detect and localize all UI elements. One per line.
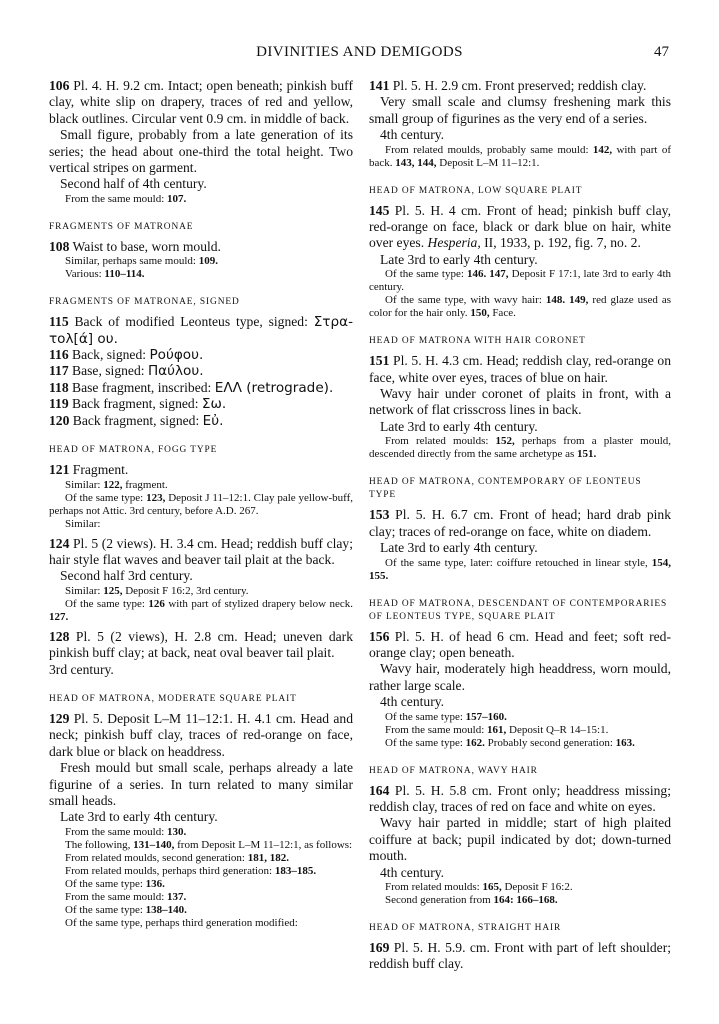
- entry-141: 141 Pl. 5. H. 2.9 cm. Front preserved; reddish clay. Very small scale and clumsy freshening mark this small group of figurines as the very end of a series. 4th century. From related moulds, probably same mould: 142, with part of back. 143, 144, Deposit L–M 11–12:1.: [369, 78, 671, 169]
- entry-note: Similar: 122, fragment.: [65, 478, 168, 491]
- page-number: 47: [654, 44, 669, 60]
- entry-note: Of the same type: 157–160.: [385, 710, 507, 723]
- running-head: DIVINITIES AND DEMIGODS: [256, 44, 463, 60]
- entry-note: From related moulds, second generation: 181, 182.: [65, 851, 289, 864]
- entry-paragraph: Small figure, probably from a late generation of its series; the head about one-third the total height. Two vertical stripes on garment.: [49, 127, 353, 176]
- entry-note: From the same mould: 130.: [65, 825, 187, 838]
- entry-note: From related moulds, probably same mould: 142, with part of back. 143, 144, Deposit L–M 11–12:1.: [369, 143, 671, 169]
- entry-164: 164 Pl. 5. H. 5.8 cm. Front only; headdress missing; reddish clay, traces of red on face and white on eyes. Wavy hair parted in middle; start of high plaited coiffure at back; pupil indicated by dot; down-turned mouth. 4th century. From related moulds: 165, Deposit F 16:2. Second generation from 164: 166–168.: [369, 782, 671, 906]
- left-column: [49, 78, 353, 930]
- section-heading: HEAD OF MATRONA, MODERATE SQUARE PLAIT: [49, 693, 297, 704]
- section-heading: HEAD OF MATRONA, CONTEMPORARY OF LEONTEUS TYPE: [369, 477, 642, 501]
- entry-169: 169 Pl. 5. H. 5.9. cm. Front with part of left shoulder; reddish buff clay.: [369, 939, 671, 972]
- section-heading: FRAGMENTS OF MATRONAE: [49, 221, 194, 232]
- entry-note: Of the same type: 126 with part of stylized drapery below neck. 127.: [49, 597, 353, 623]
- entry-145: 145 Pl. 5. H. 4 cm. Front of head; pinkish buff clay, red-orange on face, black or dark blue on hair, white over eyes. Hesperia, II, 1933, p. 192, fig. 7, no. 2. Late 3rd to early 4th century. Of the same type: 146. 147, Deposit F 17:1, late 3rd to early 4th century. Of the same type, with wavy hair: 148. 149, red glaze used as color for the hair only. 150, Face.: [369, 202, 672, 320]
- list-item: 115 Back of modified Leonteus type, signed: Στρα-τολ[ά] ου.: [49, 314, 353, 347]
- entry-note: From the same mould: 137.: [65, 890, 187, 903]
- section-heading: HEAD OF MATRONA, WAVY HAIR: [369, 765, 538, 776]
- entry-note: Of the same type: 138–140.: [65, 903, 187, 916]
- entry-129: 129 Pl. 5. Deposit L–M 11–12:1. H. 4.1 cm. Head and neck; pinkish buff clay, traces of red-orange on face, dark blue or black on headdress. Fresh mould but small scale, perhaps already a late figurine of a series. In turn related to many similar small heads. Late 3rd to early 4th century. From the same mould: 130. The following, 131–140, from Deposit L–M 11–12:1, as follows: From related moulds, second generation: 181, 182. From related moulds, perhaps third generation: 183–185. Of the same type: 136. From the same mould: 137. Of the same type: 138–140. Of the same type, perhaps third generation modified:: [49, 710, 353, 929]
- entry-number: 106: [49, 78, 70, 93]
- section-heading: HEAD OF MATRONA WITH HAIR CORONET: [369, 336, 586, 347]
- signed-fragments-list: [49, 314, 353, 429]
- right-column: [369, 78, 671, 973]
- section-heading: HEAD OF MATRONA, STRAIGHT HAIR: [369, 922, 562, 933]
- entry-note: Of the same type: 146. 147, Deposit F 17:1, late 3rd to early 4th century.: [369, 268, 671, 294]
- entry-note: Second generation from 164: 166–168.: [385, 893, 558, 906]
- entry-note: Similar:: [65, 517, 101, 530]
- entry-note: From related moulds: 152, perhaps from a plaster mould, descended directly from the same archetype as 151.: [369, 435, 671, 461]
- entry-124: 124 Pl. 5 (2 views). H. 3.4 cm. Head; reddish buff clay; hair style flat waves and beaver tail plait at the back. Second half 3rd century. Similar: 125, Deposit F 16:2, 3rd century. Of the same type: 126 with part of stylized drapery below neck. 127.: [49, 535, 353, 623]
- section-heading: FRAGMENTS OF MATRONAE, SIGNED: [49, 297, 240, 308]
- entry-note: From the same mould: 161, Deposit Q–R 14–15:1.: [385, 723, 609, 736]
- entry-151: 151 Pl. 5. H. 4.3 cm. Head; reddish clay, red-orange on face, white over eyes, traces of blue on hair. Wavy hair under coronet of plaits in front, with a network of flat crisscross lines in back. Late 3rd to early 4th century. From related moulds: 152, perhaps from a plaster mould, descended directly from the same archetype as 151.: [369, 353, 671, 461]
- entry-description: Pl. 4. H. 9.2 cm. Intact; open beneath; pinkish buff clay, white slip on drapery, traces of red and yellow, black outlines. Circular vent 0.9 cm. in middle of back.: [49, 78, 353, 126]
- entry-note: From related moulds: 165, Deposit F 16:2.: [385, 880, 573, 893]
- entry-note: Similar, perhaps same mould: 109.: [65, 255, 218, 268]
- section-heading: HEAD OF MATRONA, DESCENDANT OF CONTEMPORARIES OF LEONTEUS TYPE, SQUARE PLAIT: [369, 598, 668, 622]
- entry-note: Of the same type: 123, Deposit J 11–12:1. Clay pale yellow-buff, perhaps not Attic. 3rd century, before A.D. 267.: [49, 491, 353, 517]
- entry-note: Of the same type, perhaps third generation modified:: [65, 916, 298, 929]
- entry-note: Of the same type, later: coiffure retouched in linear style, 154, 155.: [369, 556, 671, 582]
- entry-106: [49, 78, 353, 206]
- entry-153: 153 Pl. 5. H. 6.7 cm. Front of head; hard drab pink clay; traces of red-orange on face, white on diadem. Late 3rd to early 4th century. Of the same type, later: coiffure retouched in linear style, 154, 155.: [369, 507, 671, 582]
- entry-note: Of the same type: 136.: [65, 877, 165, 890]
- list-item: 117 Base, signed: Παύλου.: [49, 363, 204, 380]
- entry-note: Of the same type, with wavy hair: 148. 149, red glaze used as color for the hair only. 150, Face.: [369, 294, 672, 320]
- list-item: 120 Back fragment, signed: Εὐ.: [49, 412, 224, 429]
- entry-128: 128 Pl. 5 (2 views), H. 2.8 cm. Head; uneven dark pinkish buff clay; at back, neat oval beaver tail plait. 3rd century.: [49, 628, 353, 677]
- list-item: 118 Base fragment, inscribed: ΕΛΛ (retrograde).: [49, 379, 334, 396]
- entry-date: Second half of 4th century.: [60, 176, 207, 192]
- entry-156: 156 Pl. 5. H. of head 6 cm. Head and feet; soft red-orange clay; open beneath. Wavy hair, moderately high headdress, worn mould, rather large scale. 4th century. Of the same type: 157–160. From the same mould: 161, Deposit Q–R 14–15:1. Of the same type: 162. Probably second generation: 163.: [369, 628, 671, 749]
- entry-note: Similar: 125, Deposit F 16:2, 3rd century.: [65, 584, 249, 597]
- entry-121: 121 Fragment. Similar: 122, fragment. Of the same type: 123, Deposit J 11–12:1. Clay pale yellow-buff, perhaps not Attic. 3rd century, before A.D. 267. Similar:: [49, 462, 353, 530]
- entry-note: Of the same type: 162. Probably second generation: 163.: [385, 736, 635, 749]
- entry-note: From related moulds, perhaps third generation: 183–185.: [65, 864, 317, 877]
- entry-108: 108 Waist to base, worn mould. Similar, perhaps same mould: 109. Various: 110–114.: [49, 239, 353, 281]
- list-item: 116 Back, signed: Ρούφου.: [49, 347, 204, 364]
- section-heading: HEAD OF MATRONA, LOW SQUARE PLAIT: [369, 185, 583, 196]
- entry-note: From the same mould: 107.: [65, 192, 187, 205]
- list-item: 119 Back fragment, signed: Σω.: [49, 396, 227, 413]
- entry-note: Various: 110–114.: [65, 268, 145, 281]
- section-heading: HEAD OF MATRONA, FOGG TYPE: [49, 445, 218, 456]
- entry-note: The following, 131–140, from Deposit L–M 11–12:1, as follows:: [65, 838, 353, 851]
